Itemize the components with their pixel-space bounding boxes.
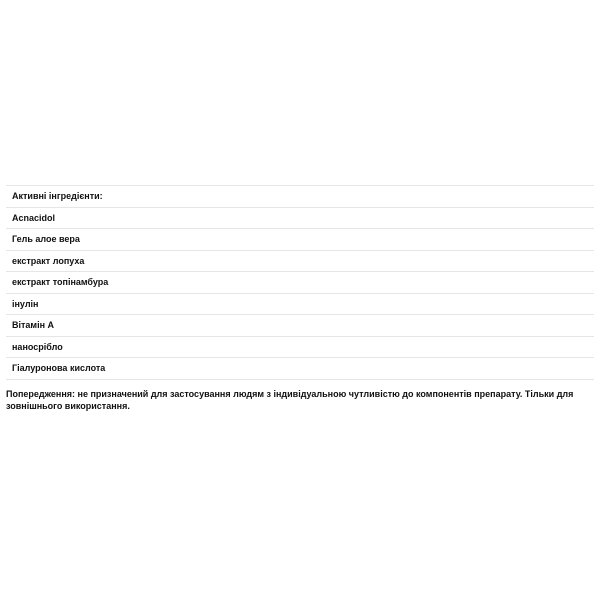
ingredients-header: Активні інгредієнти: — [6, 186, 594, 208]
ingredient-name: Гель алое вера — [6, 229, 594, 251]
ingredient-name: наносрібло — [6, 336, 594, 358]
ingredient-name: Вітамін А — [6, 315, 594, 337]
ingredient-name: Acnacidol — [6, 207, 594, 229]
warning-text: Попередження: не призначений для застосування людям з індивідуальною чутливістю до компонентів препарату. Тільки для зовнішнього використання. — [6, 389, 574, 411]
ingredient-row — [6, 293, 594, 315]
ingredient-row — [6, 207, 594, 229]
ingredient-row — [6, 250, 594, 272]
ingredient-row — [6, 336, 594, 358]
ingredient-name: Гіалуронова кислота — [6, 358, 594, 380]
ingredient-row — [6, 272, 594, 294]
ingredient-name: екстракт топінамбура — [6, 272, 594, 294]
ingredient-row — [6, 229, 594, 251]
ingredients-table — [6, 185, 594, 380]
ingredient-row — [6, 358, 594, 380]
ingredient-name: екстракт лопуха — [6, 250, 594, 272]
ingredients-header-row — [6, 186, 594, 208]
ingredient-row — [6, 315, 594, 337]
ingredient-name: інулін — [6, 293, 594, 315]
